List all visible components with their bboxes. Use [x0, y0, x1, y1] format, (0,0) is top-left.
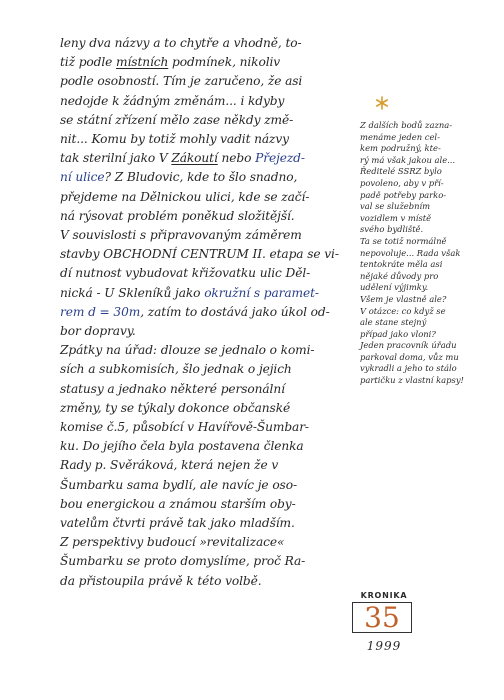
text-run: tak sterilní jako V	[60, 151, 172, 166]
margin-note-line: Ředitelé SSRZ bylo	[360, 166, 442, 177]
text-run: Rady p. Svěráková, která nejen že v	[60, 458, 279, 473]
paragraph	[60, 341, 360, 533]
text-run: nit... Komu by totiž mohly vadit názvy	[60, 132, 289, 147]
text-run: tiž podle	[60, 55, 117, 70]
text-line	[60, 514, 360, 533]
margin-note-line: padě potřeby parko-	[360, 189, 447, 200]
text-run: vatelům čtvrti právě tak jako mladším.	[60, 516, 295, 531]
paragraph	[60, 533, 360, 591]
text-run: da přistoupila právě k této volbě.	[60, 573, 262, 588]
text-line	[60, 168, 360, 187]
text-line	[60, 399, 360, 418]
margin-note-line: nějaké důvody pro	[360, 270, 439, 281]
margin-note-line: Všem je vlastně ale?	[360, 293, 447, 304]
stamp-label: KRONIKA	[360, 591, 408, 600]
text-run: dí nutnost vybudovat křižovatku ulic Děl-	[60, 266, 311, 281]
margin-note-line: Z dalších bodů zazna-	[360, 120, 453, 130]
text-run: Z perspektivy budoucí »revitalizace«	[60, 535, 285, 550]
text-run: ní ulice	[60, 170, 105, 185]
text-run: podmínek, nikoliv	[168, 55, 281, 70]
margin-note-line: tentokráte měla asi	[360, 259, 443, 270]
text-line	[60, 456, 360, 475]
text-run: komise č.5, působící v Havířově-Šumbar-	[60, 420, 309, 435]
text-run: Zákoutí	[171, 151, 218, 166]
text-line	[60, 360, 360, 379]
margin-note-line: ale stane stejný	[360, 317, 427, 328]
margin-note-line: partičku z vlastní kapsy!	[360, 375, 464, 386]
text-run: podle osobností. Tím je zaručeno, že asi	[60, 74, 303, 89]
text-run: okružní s paramet-	[204, 285, 319, 300]
text-run: změny, ty se týkaly dokonce občanské	[60, 400, 291, 415]
margin-note-line: případ jako vloni?	[360, 328, 436, 339]
chronicle-stamp	[346, 591, 422, 661]
text-run: rem d = 30m	[60, 304, 141, 319]
text-run: nebo	[217, 151, 256, 166]
text-run: Přejezd-	[255, 151, 305, 166]
text-line	[60, 226, 360, 245]
text-run: nedojde k žádným změnám... i kdyby	[60, 93, 285, 108]
text-line	[60, 418, 360, 437]
text-line	[60, 111, 360, 130]
text-run: Zpátky na úřad: dlouze se jednalo o komi-	[60, 343, 315, 358]
text-run: se státní zřízení mělo zase někdy změ-	[60, 112, 294, 127]
text-line	[60, 34, 360, 53]
text-line	[60, 130, 360, 149]
text-line	[60, 572, 360, 591]
margin-note-line: parkoval doma, vůz mu	[360, 351, 459, 362]
asterisk-icon	[375, 96, 389, 110]
text-line	[60, 437, 360, 456]
text-run: sích a subkomisích, šlo jednak o jejich	[60, 362, 292, 377]
text-line	[60, 53, 360, 72]
margin-note-line: vykradli a jeho to stálo	[360, 363, 457, 374]
text-line	[60, 380, 360, 399]
paragraph	[60, 34, 360, 226]
margin-note-line: Jeden pracovník úřadu	[360, 340, 457, 351]
margin-note-line: kem podružný, kte-	[360, 143, 441, 154]
main-text-block	[60, 34, 360, 591]
text-run: bou energickou a známou starším oby-	[60, 496, 296, 511]
text-line	[60, 303, 360, 322]
margin-note	[360, 120, 488, 387]
text-run: leny dva názvy a to chytře a vhodně, to-	[60, 36, 302, 50]
margin-note-line: menáme jeden cel-	[360, 131, 440, 142]
text-run: přejdeme na Dělnickou ulici, kde se začí-	[60, 189, 310, 204]
text-line	[60, 264, 360, 283]
text-run: ku. Do jejího čela byla postavena členka	[60, 439, 304, 454]
text-run: stavby OBCHODNÍ CENTRUM II. etapa se vi-	[60, 247, 339, 262]
margin-note-line: Ta se totiž normálně	[360, 235, 447, 246]
margin-note-line: nepovoluje... Rada však	[360, 247, 461, 258]
text-run: , zatím to dostává jako úkol od-	[140, 304, 330, 319]
text-run: ná rýsovat problém poněkud složitější.	[60, 208, 295, 223]
text-line	[60, 245, 360, 264]
margin-note-line: povoleno, aby v pří-	[360, 177, 444, 188]
text-line	[60, 341, 360, 360]
page-number: 35	[352, 602, 412, 633]
margin-note-line: udělení výjimky.	[360, 282, 429, 293]
text-run: místních	[116, 55, 169, 70]
paragraph	[60, 226, 360, 341]
text-line	[60, 476, 360, 495]
text-run: nická - U Skleníků jako	[60, 285, 205, 300]
text-run: V souvislosti s připravovaným záměrem	[60, 228, 302, 243]
text-line	[60, 495, 360, 514]
margin-note-line: rý má však jakou ale...	[360, 154, 456, 165]
text-line	[60, 533, 360, 552]
stamp-year: 1999	[366, 639, 402, 653]
text-line	[60, 188, 360, 207]
text-line	[60, 207, 360, 226]
text-run: ? Z Bludovic, kde to šlo snadno,	[104, 170, 298, 185]
text-run: bor dopravy.	[60, 324, 136, 339]
text-line	[60, 92, 360, 111]
text-run: statusy a jednako některé personální	[60, 381, 285, 396]
margin-note-line: vozidlem v místě	[360, 212, 432, 223]
text-line	[60, 72, 360, 91]
text-line	[60, 284, 360, 303]
text-line	[60, 322, 360, 341]
text-line	[60, 552, 360, 571]
margin-note-line: svého bydliště.	[360, 224, 424, 235]
text-line	[60, 149, 360, 168]
margin-note-line: val se služebním	[360, 201, 431, 212]
margin-note-line: V otázce: co když se	[360, 305, 446, 316]
text-run: Šumbarku se proto domyslíme, proč Ra-	[60, 554, 306, 569]
text-run: Šumbarku sama bydlí, ale navíc je oso-	[60, 477, 297, 492]
